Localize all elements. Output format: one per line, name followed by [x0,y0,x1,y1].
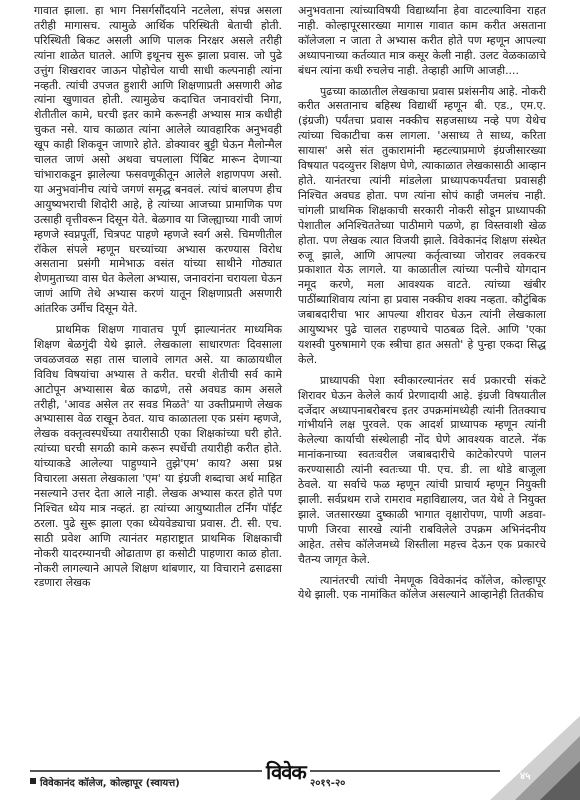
left-paragraph-1: गावात झाला. हा भाग निसर्गसौंदर्याने नटलेला, संपन्न असला तरीही मागासच. त्यामुळे आर्थिक परिस्थिती बेताची होती. परिस्थिती बिकट असली आणि पालक निरक्षर असले तरीही त्यांना शाळेत घातले. आणि इथूनच सुरू झाला प्रवास. जो पुढे उत्तुंग शिखरावर जाऊन पोहोचेल याची साधी कल्पनाही त्यांना नव्हती. त्यांची उपजत हुशारी आणि शिक्षणाप्रती असणारी ओढ त्यांना खुणावत होती. त्यामुळेच कदाचित जनावरांची निगा, शेतीतील कामे, घरची इतर कामे करूनही अभ्यास मात्र कधीही चुकत नसे. याच काळात त्यांना आलेले व्यावहारिक अनुभवही खूप काही शिकवून जाणारे होते. डोक्यावर बुट्टी घेऊन मैलोन्मैल चालत जाणं असो अथवा चपलाला पिंबिट मारून देणाऱ्या चांभाराकडून झालेल्या फसवणूकीतून आलेले शहाणपण असो. या अनुभवांनीच त्यांचे जगणं समृद्ध बनवलं. त्यांचं बालपण हीच आयुष्यभराची शिदोरी आहे, हे त्यांच्या आजच्या प्रामाणिक पण उत्साही वृत्तीवरून दिसून येते. बेळगाव या जिल्ह्याच्या गावी जाणं म्हणजे स्वप्नपूर्ती, चित्रपट पाहणे म्हणजे स्वर्ग असे. चिमणीतील रॉकेल संपले म्हणून घरच्यांच्या अभ्यास करण्यास विरोध असताना प्रसंगी मामेभाऊ वसंत यांच्या साथीने गोठ्यात शेणमुताच्या वास घेत केलेला अभ्यास, जनावरांना चरायला घेऊन जाणं आणि तेथे अभ्यास करणं यातून शिक्षणाप्रती असणारी आंतरिक उर्मीच दिसून येते. [34,4,282,316]
magazine-logo: विवेक [262,758,310,785]
left-paragraph-2: प्राथमिक शिक्षण गावातच पूर्ण झाल्यानंतर माध्यमिक शिक्षण बेळगुंदी येथे झाले. लेखकाला साधारणतः दिवसाला जवळजवळ सहा तास चालावे लागत असे. या काळायधील विविध विषयांचा अभ्यास ते करीत. घरची शेतीची सर्व कामे आटोपून अभ्यासास बेळ काढणे, तसे अवघड काम असले तरीही, 'आवड असेल तर सवड मिळते' या उक्तीप्रमाणे लेखक अभ्यासास वेळ राखून ठेवत. याच काळातला एक प्रसंग म्हणजे, लेखक वक्तृत्वस्पर्धेच्या तयारीसाठी एका शिक्षकांच्या घरी होते. त्यांच्या घरची सगळी कामे करून स्पर्धेची तयारीही करीत होते. यांच्याकडे आलेल्या पाहुण्याने तुझे'एम' काय? असा प्रश्न विचारला असता लेखकाला 'एम' या इंग्रजी शब्दाचा अर्थ माहित नसल्याने उत्तर देता आले नाही. लेखक अभ्यास करत होते पण निश्चित ध्येय मात्र नव्हतं. हा त्यांच्या आयुष्यातील टर्निंग पॉईंट ठरला. पुढे सुरू झाला एका ध्येयवेड्याचा प्रवास. टी. सी. एच. साठी प्रवेश आणि त्यानंतर महाराष्ट्रात प्राथमिक शिक्षकाची नोकरी यादरम्यानची ओढाताण हा कसोटी पाहणारा काळ होता. नोकरी लागल्याने आपले शिक्षण थांबणार, या विचाराने ढसाढसा रडणारा लेखक [34,323,282,590]
right-column [298,4,546,605]
footer-institution: विवेकानंद कॉलेज, कोल्हापूर (स्वायत्त) [40,778,180,789]
page-footer [0,748,580,800]
right-paragraph-1: अनुभवताना त्यांच्याविषयी विद्यार्थ्यांना हेवा वाटल्याविना राहत नाही. कोल्हापूरसारख्या मागास गावात काम करीत असताना कॉलेजला न जाता ते अभ्यास करीत होते पण म्हणून आपल्या अध्यापनाच्या कर्तव्यात मात्र कसूर केली नाही. उलट वेळकाळाचे बंधन त्यांना कधी रुचलेच नाही. तेव्हाही आणि आजही.... [298,4,546,77]
left-column [34,4,282,593]
square-bullet-icon [30,778,36,784]
right-paragraph-4: त्यानंतरची त्यांची नेमणूक विवेकानंद कॉलेज, कोल्हापूर येथे झाली. एक नामांकित कॉलेज असल्याने आव्हानेही तितकीच [298,573,546,602]
page-number: ४५ [520,771,531,782]
footer-year: २०१९-२० [310,778,346,789]
right-paragraph-2: पुढच्या काळातील लेखकाचा प्रवास प्रशंसनीय आहे. नोकरी करीत असतानाच बहिस्थ विद्यार्थी म्हणून बी. एड., एम.ए. (इंग्रजी) पर्यंतचा प्रवास नक्कीच सहजसाध्य नव्हे पण येथेच त्यांच्या चिकाटीचा कस लागला. 'असाध्य ते साध्य, करिता सायास' असे संत तुकारामांनी म्हटल्याप्रमाणे इंग्रजीसारख्या विषयात पदव्युत्तर शिक्षण घेणे, त्याकाळात लेखकासाठी आव्हान होते. यानंतरचा त्यांनी मांडलेला प्राध्यापकपर्यंतचा प्रवासही निश्चित अवघड होता. पण त्यांना सोपं काही जमलंच नाही. चांगली प्राथमिक शिक्षकाची सरकारी नोकरी सोडून प्राध्यापकी पेशातील अनिश्चिततेच्या पाठीमागे पळणे, हा विस्तवाशी खेळ होता. पण लेखक त्यात विजयी झाले. विवेकानंद शिक्षण संस्थेत रुजू झाले, आणि आपल्या कर्तृत्वाच्या जोरावर लवकरच प्रकाशात येऊ लागले. या काळातील त्यांच्या पत्नीचे योगदान नमूद करणे, मला आवश्यक वाटते. त्यांच्या खंबीर पाठींब्याशिवाय त्यांना हा प्रवास नक्कीच शक्य नव्हता. कौटुंबिक जबाबदारीचा भार आपल्या शीरावर घेऊन त्यांनी लेखकाला आयुष्यभर पुढे चालत राहण्याचे पाठबळ दिले. आणि 'एका यशस्वी पुरुषामागे एक स्त्रीचा हात असतो' हे पुन्हा एकदा सिद्ध केले. [298,84,546,366]
right-paragraph-3: प्राध्यापकी पेशा स्वीकारल्यानंतर सर्व प्रकारची संकटे शिरावर घेऊन केलेले कार्य प्रेरणादायी आहे. इंग्रजी विषयातील दर्जेदार अध्यापनाबरोबरच इतर उपक्रमांमध्येही त्यांनी तितक्याच गांभीर्याने लक्ष पुरवले. एक आदर्श प्राध्यापक म्हणून त्यांनी केलेल्या कार्याची संस्थेलाही नोंद घेणे आवश्यक वाटले. नॅक मानांकनाच्या स्वतःवरील जबाबदारीचे काटेकोरपणे पालन करण्यासाठी त्यांनी स्वतःच्या पी. एच. डी. ला थोडे बाजूला ठेवले. या सर्वाचे फळ म्हणून त्यांची प्राचार्य म्हणून नियुक्ती झाली. सर्वप्रथम राजे रामराव महाविद्यालय, जत येथे ते नियुक्त झाले. जतसारख्या दुष्काळी भागात वृक्षारोपण, पाणी अडवा-पाणी जिरवा सारखे त्यांनी राबविलेले उपक्रम अभिनंदनीय आहेत. तसेच कॉलेजमध्ये शिस्तीला महत्त्व देऊन एक प्रकारचे चैतन्य जागृत केले. [298,373,546,566]
